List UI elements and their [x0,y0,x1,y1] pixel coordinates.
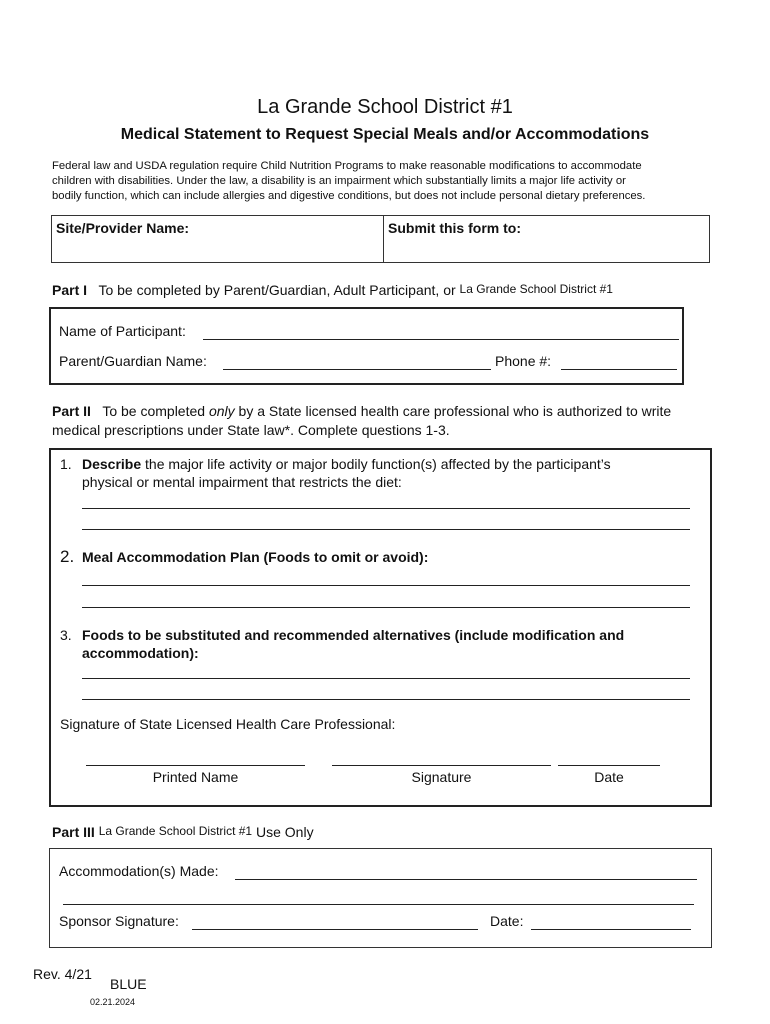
part1-text: To be completed by Parent/Guardian, Adult Participant, or [98,282,456,298]
part1-district: La Grande School District #1 [459,282,613,296]
part2-text-line2: medical prescriptions under State law*. Complete questions 1-3. [52,422,450,438]
part3-district: La Grande School District #1 [98,824,253,838]
question-3 [60,626,700,662]
district-title: La Grande School District #1 [257,96,513,118]
participant-name-label: Name of Participant: [59,323,186,339]
part1-heading [52,282,613,298]
printed-name-line[interactable] [86,765,305,766]
question-1 [60,455,700,491]
phone-label: Phone #: [495,353,552,369]
q2-answer-line-2[interactable] [82,607,690,608]
part1-box [49,307,684,385]
q1-text-2: physical or mental impairment that restricts the diet: [82,474,402,490]
part2-text-a: To be completed [102,403,206,419]
submit-form-label: Submit this form to: [388,220,521,236]
part2-heading [52,402,752,440]
part3-use-only: Use Only [256,824,314,840]
q2-answer-line-1[interactable] [82,585,690,586]
intro-paragraph [52,159,722,204]
site-box-divider [383,216,384,262]
q3-text: Foods to be substituted and recommended alternatives (include modification and [82,627,625,643]
q3-answer-line-1[interactable] [82,678,690,679]
q2-number: 2. [60,547,75,566]
guardian-name-label: Parent/Guardian Name: [59,353,207,369]
site-provider-label: Site/Provider Name: [56,220,190,236]
q1-bold: Describe [82,456,142,472]
part1-label: Part I [52,282,88,298]
question-2 [60,548,700,566]
accommodations-field[interactable] [235,879,697,880]
footer-date: 02.21.2024 [90,997,136,1007]
accommodations-label: Accommodation(s) Made: [59,863,219,879]
q1-answer-line-2[interactable] [82,529,690,530]
date-line[interactable] [558,765,660,766]
signature-line[interactable] [332,765,551,766]
q3-number: 3. [60,627,72,643]
q3-answer-line-2[interactable] [82,699,690,700]
q3-text-2: accommodation): [82,645,199,661]
q2-text: Meal Accommodation Plan (Foods to omit or avoid): [82,549,429,565]
sponsor-signature-label: Sponsor Signature: [59,913,179,929]
printed-name-caption: Printed Name [152,769,239,785]
participant-name-field[interactable] [203,339,679,340]
q1-text: the major life activity or major bodily function(s) affected by the participant’s [145,456,611,472]
intro-line-3: bodily function, which can include allergies and digestive conditions, but does not include personal dietary preferences. [52,190,646,202]
form-title: Medical Statement to Request Special Meals and/or Accommodations [120,126,650,143]
part2-text-only: only [208,403,235,419]
signature-caption: Signature [411,769,472,785]
part2-box [49,448,712,807]
part3-box [49,848,712,948]
part3-date-label: Date: [490,913,524,929]
part3-date-field[interactable] [531,929,691,930]
revision-label: Rev. 4/21 [33,966,92,982]
q1-number: 1. [60,456,72,472]
q1-answer-line-1[interactable] [82,508,690,509]
sponsor-signature-field[interactable] [192,929,478,930]
accommodations-field-2[interactable] [63,904,694,905]
phone-field[interactable] [561,369,677,370]
part3-label: Part III [52,824,95,840]
intro-line-1: Federal law and USDA regulation require Child Nutrition Programs to make reasonable modifications to accommodate [52,160,642,172]
hcp-signature-heading: Signature of State Licensed Health Care Professional: [60,716,396,732]
part3-heading [52,824,314,840]
site-provider-box [51,215,710,263]
guardian-name-field[interactable] [223,369,491,370]
part2-label: Part II [52,403,91,419]
part2-text-b: by a State licensed health care professional who is authorized to write [238,403,672,419]
intro-line-2: children with disabilities. Under the law, a disability is an impairment which substantially limits a major life activity or [52,175,626,187]
form-color-label: BLUE [110,976,147,992]
date-caption: Date [594,769,624,785]
